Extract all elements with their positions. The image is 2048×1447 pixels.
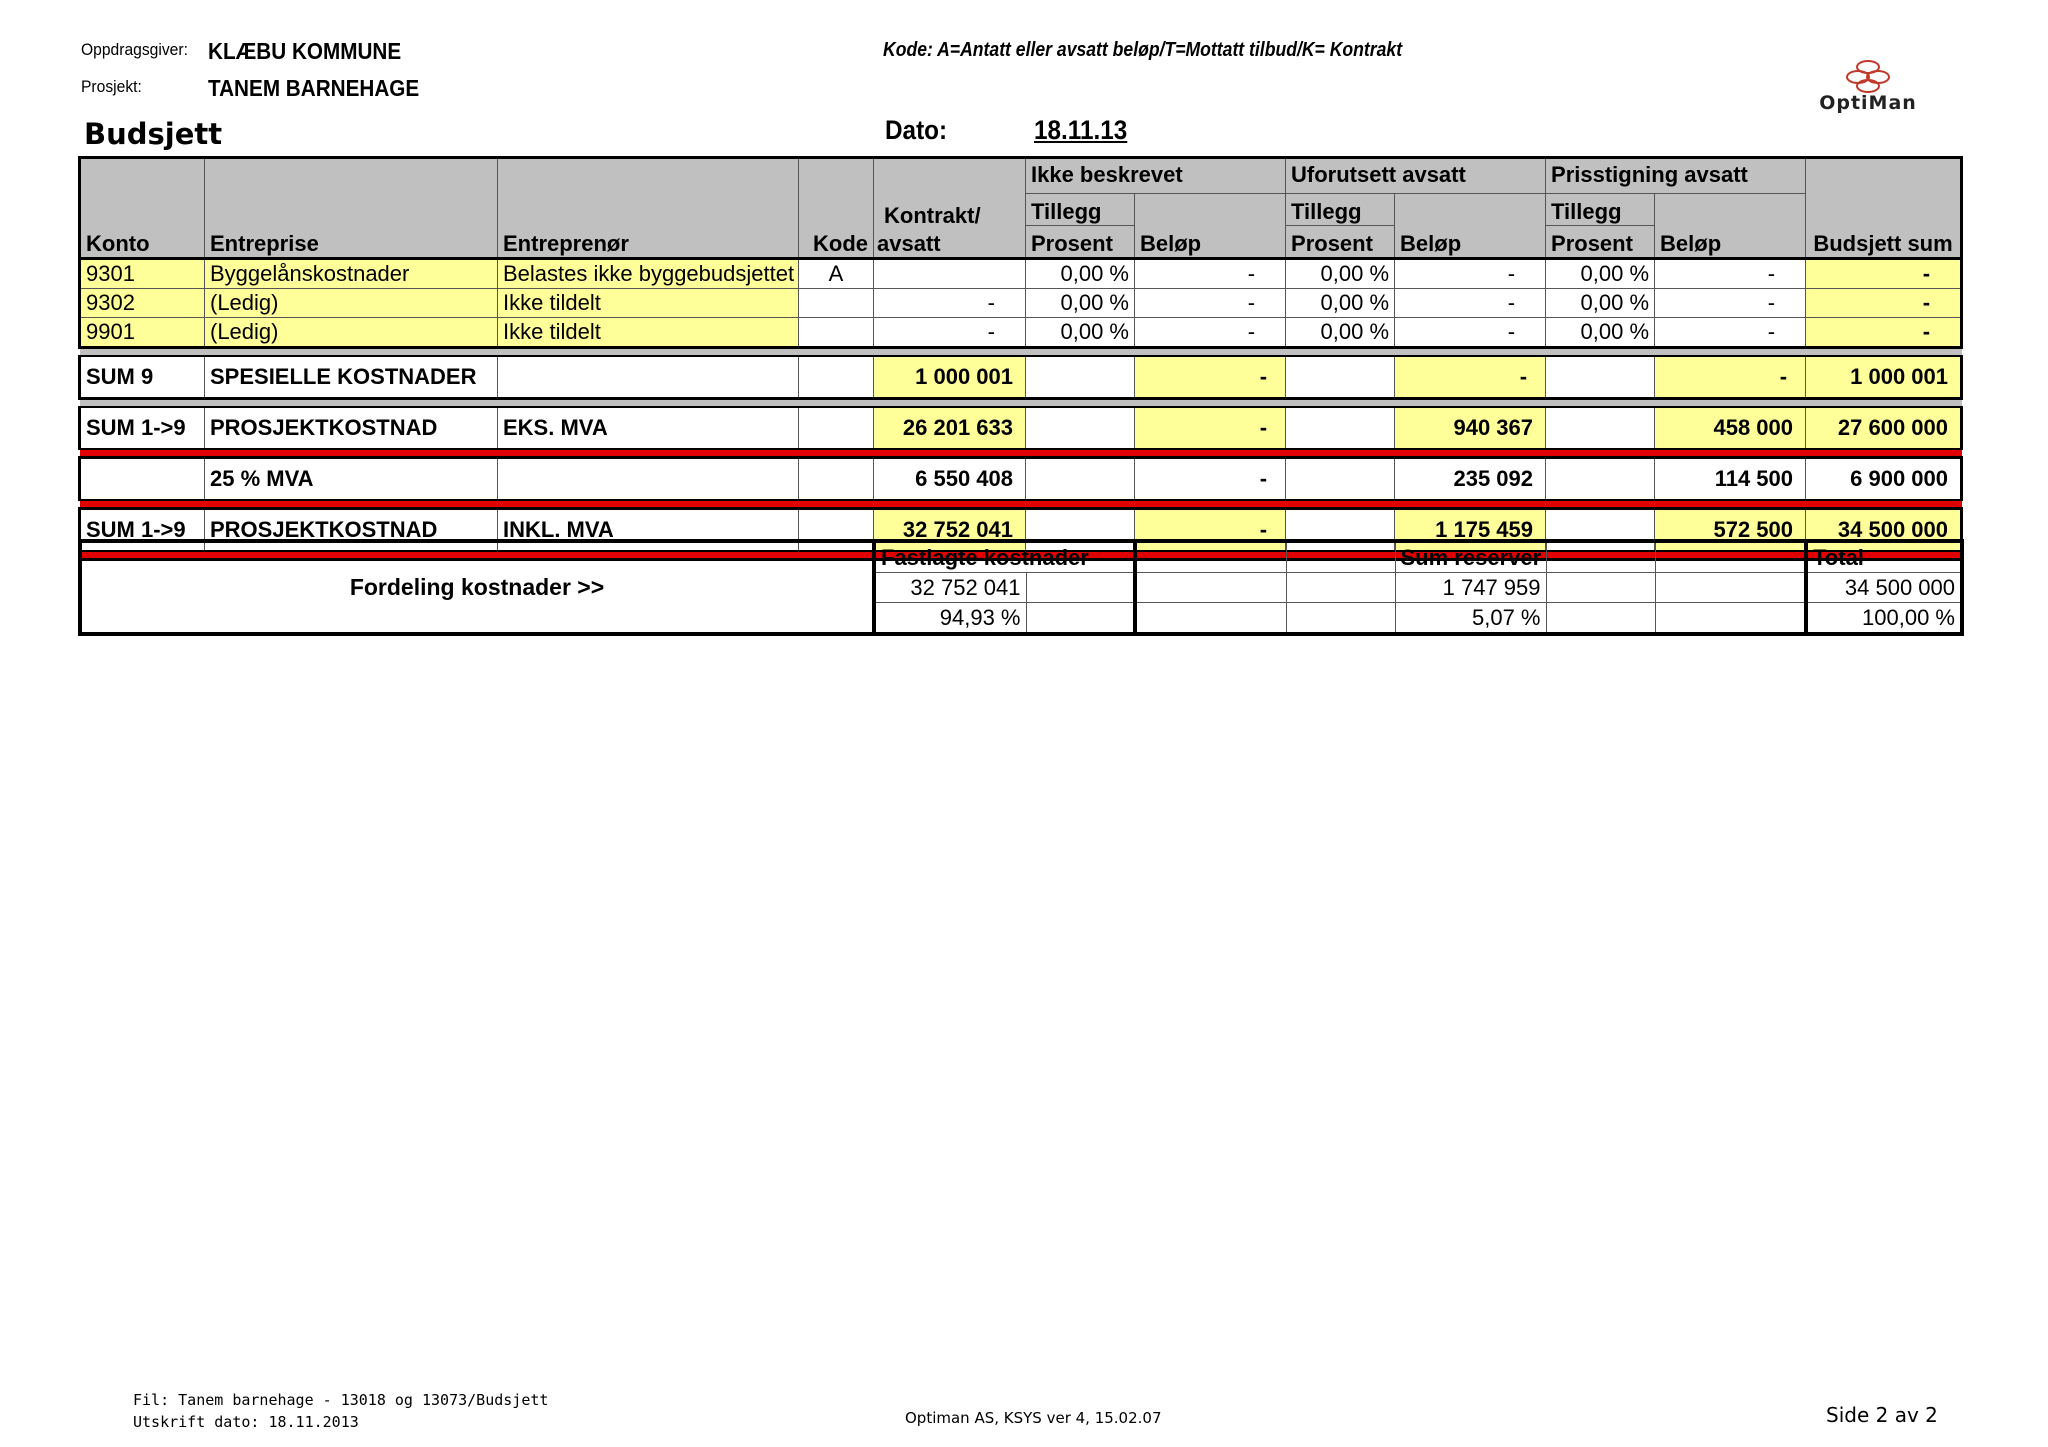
col-ib-prosent: Prosent — [1026, 226, 1135, 259]
cell-empty — [1286, 603, 1395, 635]
cell-uf-pct: 0,00 % — [1286, 289, 1395, 318]
cell-uf-bel: - — [1395, 318, 1546, 348]
cell-kontrakt — [874, 259, 1026, 289]
dato-label: Dato: — [885, 115, 948, 145]
cell-kontrakt: 6 550 408 — [874, 458, 1026, 501]
page-title: Budsjett — [84, 117, 223, 151]
cell-empty — [1135, 541, 1286, 573]
cell-ps-bel: - — [1655, 356, 1806, 399]
cell-entreprise: Byggelånskostnader — [205, 259, 498, 289]
cell-sum: 27 600 000 — [1806, 407, 1962, 449]
cell-empty — [1135, 603, 1286, 635]
cell-entreprenor: Ikke tildelt — [498, 289, 799, 318]
cell-uf-bel: 940 367 — [1395, 407, 1546, 449]
cell-empty — [1546, 541, 1655, 573]
reserver-label: Sum reserver — [1395, 541, 1546, 573]
cell-konto: SUM 9 — [80, 356, 205, 399]
page-number: Side 2 av 2 — [1826, 1403, 1938, 1427]
col-kontrakt-line1: Kontrakt/ — [884, 203, 981, 228]
prosjekt-label: Prosjekt: — [81, 77, 142, 96]
cell-uf-bel: - — [1395, 289, 1546, 318]
cell-ib-bel: - — [1135, 356, 1286, 399]
col-ps-belop: Beløp — [1655, 194, 1806, 259]
cell-ib-pct: 0,00 % — [1026, 259, 1135, 289]
cell-empty — [1546, 458, 1655, 501]
cell-empty — [1026, 407, 1135, 449]
cell-ps-bel: - — [1655, 289, 1806, 318]
cell-kontrakt: - — [874, 318, 1026, 348]
cell-entreprenor: INKL. MVA — [498, 509, 799, 552]
col-kontrakt-line2: avsatt — [877, 231, 941, 256]
fastlagte-pct: 94,93 % — [874, 603, 1026, 635]
fordeling-label: Fordeling kostnader >> — [80, 541, 874, 634]
cell-kode: A — [799, 259, 874, 289]
col-kontrakt — [874, 158, 1026, 259]
cell-sum: 6 900 000 — [1806, 458, 1962, 501]
cell-uf-pct: 0,00 % — [1286, 318, 1395, 348]
dato-value: 18.11.13 — [1034, 115, 1128, 145]
cell-kode — [799, 458, 874, 501]
cell-empty — [1546, 407, 1655, 449]
cell-uf-bel: - — [1395, 259, 1546, 289]
sum9-row — [80, 356, 1962, 399]
col-entreprenor: Entreprenør — [498, 158, 799, 259]
separator — [80, 449, 1962, 458]
reserver-value: 1 747 959 — [1395, 573, 1546, 603]
cell-empty — [1286, 573, 1395, 603]
cell-konto: 9302 — [80, 289, 205, 318]
cell-empty — [1286, 356, 1395, 399]
footer-version: Optiman AS, KSYS ver 4, 15.02.07 — [905, 1409, 1162, 1427]
col-uf-prosent: Prosent — [1286, 226, 1395, 259]
cell-ps-bel: 458 000 — [1655, 407, 1806, 449]
cell-empty — [1546, 603, 1655, 635]
cell-kontrakt: 32 752 041 — [874, 509, 1026, 552]
cell-empty — [1546, 356, 1655, 399]
table-row — [80, 289, 1962, 318]
cell-konto: 9301 — [80, 259, 205, 289]
cell-ps-pct: 0,00 % — [1546, 289, 1655, 318]
cell-sum: - — [1806, 318, 1962, 348]
fordeling-table — [78, 539, 1964, 636]
separator — [80, 500, 1962, 509]
cell-ib-bel: - — [1135, 289, 1286, 318]
cell-entreprise: PROSJEKTKOSTNAD — [205, 407, 498, 449]
cell-entreprenor: Belastes ikke byggebudsjettet — [498, 259, 799, 289]
table-row — [80, 259, 1962, 289]
cell-entreprenor — [498, 356, 799, 399]
col-uforutsett: Uforutsett avsatt — [1286, 158, 1546, 194]
col-kode: Kode — [799, 158, 874, 259]
cell-empty — [1546, 573, 1655, 603]
cell-entreprise: (Ledig) — [205, 289, 498, 318]
footer-file: Fil: Tanem barnehage - 13018 og 13073/Budsjett — [133, 1391, 549, 1409]
total-value: 34 500 000 — [1806, 573, 1962, 603]
cell-entreprise: 25 % MVA — [205, 458, 498, 501]
cell-entreprenor: EKS. MVA — [498, 407, 799, 449]
cell-uf-bel: - — [1395, 356, 1546, 399]
cell-entreprise: (Ledig) — [205, 318, 498, 348]
cell-sum: - — [1806, 259, 1962, 289]
col-ib-tillegg: Tillegg — [1026, 194, 1135, 226]
col-konto: Konto — [80, 158, 205, 259]
cell-entreprenor — [498, 458, 799, 501]
cell-ps-bel: 114 500 — [1655, 458, 1806, 501]
cell-empty — [1286, 458, 1395, 501]
cell-empty — [1655, 541, 1806, 573]
cell-konto: SUM 1->9 — [80, 407, 205, 449]
cell-uf-bel: 1 175 459 — [1395, 509, 1546, 552]
cell-ps-pct: 0,00 % — [1546, 318, 1655, 348]
cell-empty — [1026, 603, 1135, 635]
total-label: Total — [1806, 541, 1962, 573]
optiman-logo — [1808, 58, 1928, 118]
oppdragsgiver-value: KLÆBU KOMMUNE — [208, 38, 402, 64]
kode-legend: Kode: A=Antatt eller avsatt beløp/T=Mottatt tilbud/K= Kontrakt — [883, 39, 1403, 61]
cell-sum: - — [1806, 289, 1962, 318]
cell-empty — [1655, 603, 1806, 635]
budget-table — [78, 156, 1963, 561]
cell-kode — [799, 407, 874, 449]
separator — [80, 348, 1962, 357]
table-row — [80, 318, 1962, 348]
cell-empty — [1655, 573, 1806, 603]
col-uf-tillegg: Tillegg — [1286, 194, 1395, 226]
cell-ps-bel: - — [1655, 259, 1806, 289]
col-uf-belop: Beløp — [1395, 194, 1546, 259]
sum-eks-row — [80, 407, 1962, 449]
cell-empty — [1286, 407, 1395, 449]
cell-uf-bel: 235 092 — [1395, 458, 1546, 501]
fastlagte-value: 32 752 041 — [874, 573, 1026, 603]
cell-ib-pct: 0,00 % — [1026, 318, 1135, 348]
cell-ps-pct: 0,00 % — [1546, 259, 1655, 289]
cell-kontrakt: 1 000 001 — [874, 356, 1026, 399]
mva-row — [80, 458, 1962, 501]
col-ps-tillegg: Tillegg — [1546, 194, 1655, 226]
cell-kontrakt: 26 201 633 — [874, 407, 1026, 449]
cell-ib-bel: - — [1135, 259, 1286, 289]
oppdragsgiver-label: Oppdragsgiver: — [81, 40, 188, 59]
footer-print-date: Utskrift dato: 18.11.2013 — [133, 1413, 359, 1431]
col-budsjett-sum: Budsjett sum — [1806, 158, 1962, 259]
cell-entreprise: PROSJEKTKOSTNAD — [205, 509, 498, 552]
cell-entreprise: SPESIELLE KOSTNADER — [205, 356, 498, 399]
cell-ib-bel: - — [1135, 509, 1286, 552]
fastlagte-label: Fastlagte kostnader — [874, 541, 1135, 573]
cell-kontrakt: - — [874, 289, 1026, 318]
cell-ib-pct: 0,00 % — [1026, 289, 1135, 318]
cell-ib-bel: - — [1135, 318, 1286, 348]
cell-kode — [799, 356, 874, 399]
col-entreprise: Entreprise — [205, 158, 498, 259]
total-pct: 100,00 % — [1806, 603, 1962, 635]
cell-empty — [1026, 458, 1135, 501]
cell-sum: 1 000 001 — [1806, 356, 1962, 399]
cell-sum: 34 500 000 — [1806, 509, 1962, 552]
cell-empty — [1026, 356, 1135, 399]
cell-empty — [1135, 573, 1286, 603]
cell-konto: SUM 1->9 — [80, 509, 205, 552]
col-ikke-beskrevet: Ikke beskrevet — [1026, 158, 1286, 194]
optiman-logo-icon — [1808, 58, 1928, 94]
reserver-pct: 5,07 % — [1395, 603, 1546, 635]
cell-konto: 9901 — [80, 318, 205, 348]
prosjekt-value: TANEM BARNEHAGE — [208, 75, 420, 101]
cell-ib-bel: - — [1135, 458, 1286, 501]
cell-ps-bel: - — [1655, 318, 1806, 348]
cell-ps-bel: 572 500 — [1655, 509, 1806, 552]
col-ps-prosent: Prosent — [1546, 226, 1655, 259]
cell-konto — [80, 458, 205, 501]
col-prisstigning: Prisstigning avsatt — [1546, 158, 1806, 194]
logo-text: OptiMan — [1819, 92, 1917, 114]
cell-entreprenor: Ikke tildelt — [498, 318, 799, 348]
cell-ib-bel: - — [1135, 407, 1286, 449]
cell-kode — [799, 318, 874, 348]
col-ib-belop: Beløp — [1135, 194, 1286, 259]
separator — [80, 399, 1962, 408]
cell-empty — [1026, 573, 1135, 603]
cell-empty — [1286, 541, 1395, 573]
cell-kode — [799, 289, 874, 318]
cell-uf-pct: 0,00 % — [1286, 259, 1395, 289]
